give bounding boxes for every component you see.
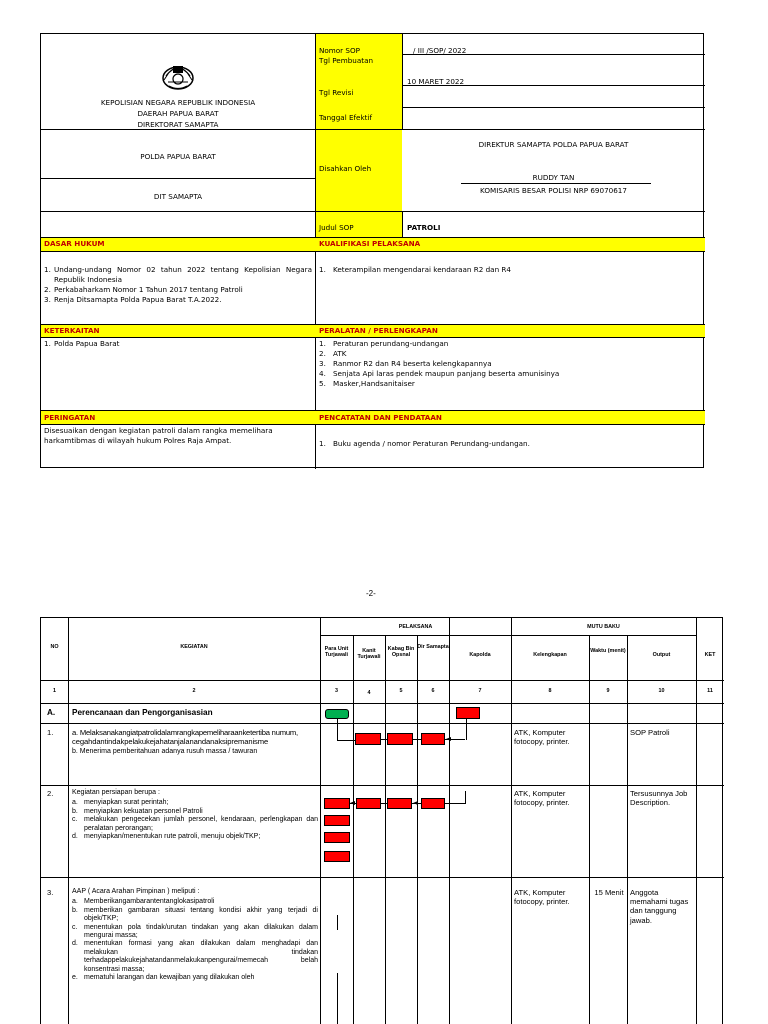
row-2-output: Tersusunnya Job Description. bbox=[630, 789, 688, 808]
unit-ditsamapta: DIT SAMAPTA bbox=[153, 192, 203, 201]
arrow-left-icon bbox=[350, 801, 355, 805]
flow-box bbox=[324, 815, 350, 826]
col-number: 10 bbox=[658, 688, 665, 694]
row-3-output: Anggota memahami tugas dan tanggung jawab. bbox=[630, 888, 689, 925]
flow-box bbox=[387, 733, 413, 745]
header-pelaksana: PELAKSANA bbox=[398, 624, 433, 630]
list-item: d. menyiapkan/menentukan rute patroli, menuju objek/TKP; bbox=[72, 833, 261, 841]
dasar-hukum-list bbox=[44, 265, 312, 305]
flow-kapolda-box bbox=[456, 707, 480, 719]
row-1-output: SOP Patroli bbox=[630, 728, 670, 737]
col-number: 6 bbox=[431, 688, 435, 694]
list-item: e. mematuhi larangan dan kewajiban yang dilakukan oleh bbox=[72, 974, 255, 982]
unit-polda: POLDA PAPUA BARAT bbox=[140, 152, 216, 161]
list-item: c. menentukan pola tindak/urutan tindakan yang akan dilakukan dalam mengurai massa; bbox=[72, 923, 318, 940]
flow-box bbox=[421, 798, 445, 809]
list-item: 3. Ranmor R2 dan R4 beserta kelengkapannya bbox=[319, 359, 492, 368]
arrow-left-icon bbox=[413, 801, 418, 805]
tanggal-efektif-label: Tanggal Efektif bbox=[319, 113, 372, 122]
row-3-number: 3. bbox=[47, 888, 54, 897]
list-item: 2. ATK bbox=[319, 349, 347, 358]
list-item: 1. Undang-undang Nomor 02 tahun 2022 tentang Kepolisian Negara Republik Indonesia bbox=[44, 265, 312, 284]
flow-box bbox=[324, 832, 350, 843]
header-para-unit: Para Unit Turjawali bbox=[324, 646, 349, 659]
signer-name: RUDDY TAN bbox=[532, 173, 575, 182]
header-kapolda: Kapolda bbox=[469, 652, 491, 658]
kualifikasi-list bbox=[319, 265, 699, 275]
disahkan-label: Disahkan Oleh bbox=[319, 164, 372, 173]
list-item: a. Memberikangambarantentanglokasipatroli bbox=[72, 898, 215, 906]
row-3-waktu: 15 Menit bbox=[594, 888, 624, 897]
sop-header-table bbox=[40, 33, 704, 468]
list-item: b. menyiapkan kekuatan personel Patroli bbox=[72, 807, 203, 815]
arrow-left-icon bbox=[446, 737, 451, 741]
peralatan-heading: PERALATAN / PERLENGKAPAN bbox=[319, 326, 438, 335]
header-waktu: Waktu (menit) bbox=[590, 648, 626, 654]
row-3-kelengkapan: ATK, Komputer fotocopy, printer. bbox=[514, 888, 570, 907]
judul-sop-value: PATROLI bbox=[407, 223, 441, 232]
activity-table bbox=[40, 617, 723, 1024]
signer-title: DIREKTUR SAMAPTA POLDA PAPUA BARAT bbox=[478, 140, 629, 149]
tgl-pembuatan-value: 10 MARET 2022 bbox=[407, 77, 465, 86]
nomor-sop-label: Nomor SOP bbox=[319, 46, 360, 55]
flow-box bbox=[324, 851, 350, 862]
flow-box bbox=[355, 733, 381, 745]
col-number: 3 bbox=[335, 688, 338, 694]
header-mutu-baku: MUTU BAKU bbox=[587, 624, 620, 630]
header-kanit: Kanit Turjawali bbox=[357, 648, 381, 661]
list-item: c. melakukan pengecekan jumlah personel, kendaraan, perlengkapan dan peralatan perorangan; bbox=[72, 816, 318, 832]
nomor-sop-value: / III /SOP/ 2022 bbox=[413, 46, 467, 55]
keterkaitan-list bbox=[44, 339, 312, 349]
pencatatan-heading: PENCATATAN DAN PENDATAAN bbox=[319, 413, 442, 422]
tgl-revisi-label: Tgl Revisi bbox=[319, 88, 354, 97]
peringatan-text: Disesuaikan dengan kegiatan patroli dalam rangka memelihara harkamtibmas di wilayah hukum Polres Raja Ampat. bbox=[44, 426, 273, 445]
org-name: KEPOLISIAN NEGARA REPUBLIK INDONESIA bbox=[100, 98, 256, 107]
list-item: 3. Renja Ditsamapta Polda Papua Barat T.A.2022. bbox=[44, 295, 222, 304]
col-number: 1 bbox=[53, 688, 56, 694]
header-kelengkapan: Kelengkapan bbox=[533, 652, 567, 658]
row-1-kelengkapan: ATK, Komputer fotocopy, printer. bbox=[514, 728, 570, 747]
tgl-pembuatan-label: Tgl Pembuatan bbox=[319, 56, 374, 65]
peralatan-list bbox=[319, 339, 699, 389]
flow-box bbox=[324, 798, 350, 809]
col-number: 2 bbox=[192, 688, 196, 694]
judul-sop-label: Judul SOP bbox=[319, 223, 354, 232]
flow-box bbox=[421, 733, 445, 745]
col-number: 4 bbox=[367, 690, 371, 696]
header-kegiatan: KEGIATAN bbox=[180, 644, 208, 650]
row-1-number: 1. bbox=[47, 728, 54, 737]
header-output: Output bbox=[652, 652, 671, 658]
col-number: 5 bbox=[399, 688, 403, 694]
row-2-kelengkapan: ATK, Komputer fotocopy, printer. bbox=[514, 789, 570, 808]
col-number: 9 bbox=[606, 688, 610, 694]
list-item: 5. Masker,Handsanitaiser bbox=[319, 379, 415, 388]
flow-box bbox=[356, 798, 381, 809]
col-number: 7 bbox=[478, 688, 482, 694]
section-a-title: Perencanaan dan Pengorganisasian bbox=[72, 708, 213, 717]
list-item: d. menentukan formasi yang akan dilakukan dalam menghadapi dan melakukan tindakan terhadappelakukejahatandanmelakukanpengurai/memecah belah konsentrasi massa; bbox=[72, 940, 318, 973]
signer-rank: KOMISARIS BESAR POLISI NRP 69070617 bbox=[480, 186, 627, 195]
list-item: 1. Buku agenda / nomor Peraturan Perundang-undangan. bbox=[319, 439, 530, 448]
header-kabag: Kabag Bin Opsnal bbox=[387, 646, 415, 659]
col-number: 8 bbox=[548, 688, 552, 694]
peringatan-heading: PERINGATAN bbox=[44, 413, 96, 422]
pencatatan-list bbox=[319, 439, 699, 449]
list-item: 4. Senjata Api laras pendek maupun panjang beserta amunisinya bbox=[319, 369, 560, 378]
flow-start-terminator bbox=[325, 709, 349, 719]
org-region: DAERAH PAPUA BARAT bbox=[137, 109, 219, 118]
list-item: b. memberikan gambaran situasi tentang kondisi akhir yang terjadi di objek/TKP; bbox=[72, 906, 318, 923]
row-2-activity: Kegiatan persiapan berupa : a. menyiapkan surat perintah; b. menyiapkan kekuatan personel Patroli c. melakukan pengecekan jumlah personel, kendaraan, perlengkapan dan peralatan perorangan; d. menyiapkan/menentukan rute patroli, menuju objek/TKP; bbox=[72, 789, 318, 841]
col-number: 11 bbox=[707, 688, 713, 694]
row-3-activity: AAP ( Acara Arahan Pimpinan ) meliputi : a. Memberikangambarantentanglokasipatroli b. memberikan gambaran situasi tentang kondisi akhir yang terjadi di objek/TKP; c. menentukan pola tindak/urutan tindakan yang akan dilakukan dalam mengurai massa; d. menentukan formasi yang akan dilakukan dalam menghadapi dan melakukan tindakan terhadappelakukejahatandanmelakukanpengurai/memecah belah konsentrasi massa; e. mematuhi larangan dan kewajiban yang dilakukan oleh bbox=[72, 888, 318, 982]
page-number: -2- bbox=[366, 589, 376, 598]
header-dir-samapta: Dir Samapta bbox=[417, 644, 449, 650]
header-ket: KET bbox=[704, 652, 716, 658]
flow-box bbox=[387, 798, 412, 809]
org-directorate: DIREKTORAT SAMAPTA bbox=[137, 120, 219, 129]
row-2-number: 2. bbox=[47, 789, 54, 798]
list-item: 1. Peraturan perundang-undangan bbox=[319, 339, 449, 348]
keterkaitan-heading: KETERKAITAN bbox=[44, 326, 100, 335]
dasar-hukum-heading: DASAR HUKUM bbox=[44, 239, 105, 248]
list-item: 1. Polda Papua Barat bbox=[44, 339, 120, 348]
section-a-letter: A. bbox=[47, 708, 56, 717]
list-item: 1. Keterampilan mengendarai kendaraan R2 dan R4 bbox=[319, 265, 511, 274]
polri-emblem-logo bbox=[160, 58, 196, 94]
kualifikasi-heading: KUALIFIKASI PELAKSANA bbox=[319, 239, 421, 248]
list-item: 2. Perkabaharkam Nomor 1 Tahun 2017 tentang Patroli bbox=[44, 285, 243, 294]
row-1-activity: a. Melaksanakangiatpatrolidalamrangkapemeliharaanketertiba numum, cegahdantindakpelakukejahatanjalanandanaksipremanisme b. Menerima pemberitahuan adanya rusuh massa / tawuran bbox=[72, 728, 298, 756]
header-no: NO bbox=[50, 644, 59, 650]
list-item: a. menyiapkan surat perintah; bbox=[72, 799, 169, 807]
